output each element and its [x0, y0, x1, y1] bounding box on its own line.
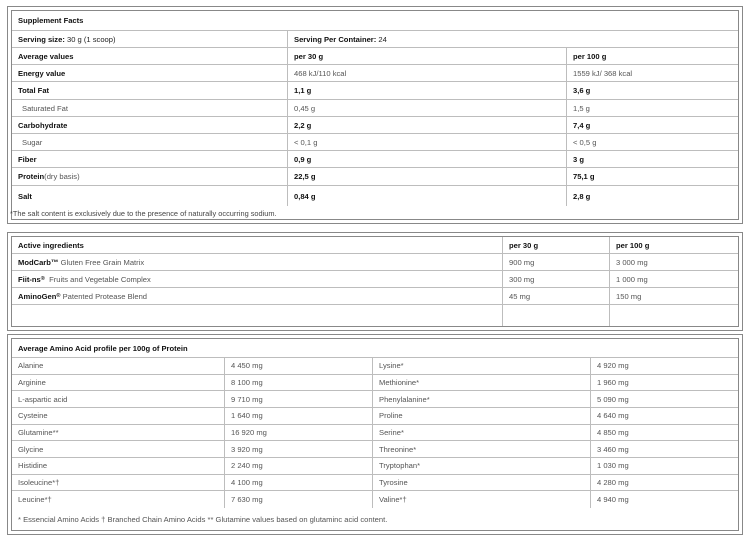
- serving-size-label: Serving size:: [18, 34, 65, 44]
- active-ingredients-table: [11, 236, 739, 327]
- amino-acid-right-value: 4 850 mg: [597, 428, 629, 437]
- nutrient-label: Carbohydrate: [18, 120, 68, 130]
- nutrient-per-100g: 3 g: [573, 154, 584, 164]
- nutrient-row: [12, 100, 738, 117]
- amino-acid-left-value: 3 920 mg: [225, 441, 373, 457]
- nutrient-row: [12, 151, 738, 168]
- amino-acid-left-value: 1 640 mg: [225, 408, 373, 424]
- active-ingredient-mark: ®: [40, 276, 45, 282]
- active-ingredient-desc: Fruits and Vegetable Complex: [44, 274, 151, 284]
- amino-acid-row: [12, 425, 738, 442]
- amino-acid-left-value: 7 630 mg: [225, 491, 373, 508]
- nutrient-row: [12, 168, 738, 186]
- nutrient-per-30g: < 0,1 g: [288, 134, 567, 150]
- supplement-facts-table: [11, 10, 739, 220]
- amino-acid-left-name: Histidine: [12, 458, 225, 474]
- amino-acid-right-name: Proline: [373, 408, 591, 424]
- active-ingredient-empty-row: [12, 305, 738, 326]
- active-ingredient-per-100g: 150 mg: [616, 291, 642, 301]
- nutrient-per-100g: 75,1 g: [573, 172, 595, 181]
- amino-acid-row: [12, 375, 738, 392]
- nutrient-per-100g: 2,8 g: [573, 191, 591, 201]
- amino-acid-title: Average Amino Acid profile per 100g of Protein: [18, 343, 188, 353]
- active-ingredient-per-100g: 1 000 mg: [616, 274, 648, 284]
- amino-acid-right-name: Tryptophan*: [373, 458, 591, 474]
- active-ingredient-row: [12, 254, 738, 271]
- amino-acid-footnote-row: [12, 508, 738, 530]
- nutrient-row: [12, 117, 738, 134]
- servings-label: Serving Per Container:: [294, 34, 377, 44]
- servings-per-container: [288, 31, 738, 47]
- amino-acid-panel: [7, 334, 743, 535]
- amino-acid-right-name: Valine*†: [373, 491, 591, 508]
- nutrient-label: Fiber: [18, 154, 37, 164]
- amino-acid-right-name: Threonine*: [373, 441, 591, 457]
- nutrient-label: Salt: [18, 191, 32, 201]
- supplement-facts-panel: [7, 6, 743, 224]
- amino-acid-row: [12, 391, 738, 408]
- active-ingredient-brand: AminoGen: [18, 291, 57, 301]
- nutrient-per-100g: 1,5 g: [573, 103, 590, 113]
- supplement-facts-title: Supplement Facts: [18, 16, 84, 25]
- nutrient-per-30g: 1,1 g: [288, 82, 567, 99]
- nutrient-row: [12, 65, 738, 82]
- nutrient-name: [12, 134, 288, 150]
- nutrient-label: Total Fat: [18, 86, 50, 95]
- amino-acid-row: [12, 458, 738, 475]
- amino-acid-right-value: 4 940 mg: [597, 495, 629, 505]
- average-values-header: Average values: [12, 48, 288, 64]
- nutrient-per-30g: 0,45 g: [288, 100, 567, 116]
- active-ingredient-per-30g: 45 mg: [503, 288, 610, 304]
- nutrient-label: Protein: [18, 172, 45, 181]
- active-ingredient-desc: Patented Protease Blend: [60, 291, 148, 301]
- amino-acid-right-value: 1 030 mg: [597, 461, 629, 471]
- amino-acid-right-value: 4 640 mg: [597, 411, 629, 421]
- nutrient-per-100g: 7,4 g: [573, 120, 591, 130]
- per-100g-header: per 100 g: [573, 51, 607, 61]
- amino-acid-right-name: Serine*: [373, 425, 591, 441]
- amino-acid-right-value: 3 460 mg: [597, 444, 629, 454]
- nutrient-per-100g: < 0,5 g: [573, 137, 597, 147]
- active-ingredient-desc: Gluten Free Grain Matrix: [58, 257, 145, 267]
- empty-cell: [12, 305, 503, 326]
- active-ingredient-per-30g: 900 mg: [503, 254, 610, 270]
- amino-acid-title-row: [12, 339, 738, 358]
- amino-acid-left-name: Cysteine: [12, 408, 225, 424]
- nutrient-per-30g: 0,84 g: [288, 186, 567, 206]
- amino-acid-table: [11, 338, 739, 531]
- supplement-facts-title-row: [12, 11, 738, 31]
- active-ingredient-row: [12, 288, 738, 305]
- active-ingredient-per-30g: 300 mg: [503, 271, 610, 287]
- amino-acid-row: [12, 358, 738, 375]
- active-ingredient-mark: ®: [56, 293, 61, 299]
- amino-acid-row: [12, 491, 738, 508]
- serving-size: [12, 31, 288, 47]
- active-per-30g-header: per 30 g: [503, 237, 610, 253]
- nutrient-name: [12, 100, 288, 116]
- amino-acid-row: [12, 441, 738, 458]
- amino-acid-right-value: 4 280 mg: [597, 478, 629, 488]
- amino-acid-right-value: 5 090 mg: [597, 394, 629, 404]
- amino-acid-left-name: Arginine: [12, 375, 225, 391]
- amino-acid-left-name: L-aspartic acid: [12, 391, 225, 407]
- active-ingredient-row: [12, 271, 738, 288]
- nutrient-name: [12, 168, 288, 185]
- nutrient-name: [12, 82, 288, 99]
- amino-acid-right-value: 4 920 mg: [597, 361, 629, 371]
- amino-acid-right-value: 1 960 mg: [597, 377, 629, 387]
- nutrient-row: [12, 82, 738, 100]
- nutrient-name: [12, 117, 288, 133]
- nutrient-per-30g: 2,2 g: [288, 117, 567, 133]
- amino-acid-row: [12, 475, 738, 492]
- amino-acid-left-name: Leucine*†: [12, 491, 225, 508]
- servings-value: 24: [378, 34, 387, 44]
- amino-acid-left-name: Glutamine**: [12, 425, 225, 441]
- nutrient-label: Energy value: [18, 68, 66, 78]
- amino-acid-right-name: Tyrosine: [373, 475, 591, 491]
- empty-cell: [503, 305, 610, 326]
- amino-acid-right-name: Lysine*: [373, 358, 591, 374]
- nutrient-name: [12, 65, 288, 81]
- nutrient-label: Saturated Fat: [22, 103, 69, 113]
- amino-acid-left-name: Alanine: [12, 358, 225, 374]
- amino-acid-left-value: 2 240 mg: [225, 458, 373, 474]
- nutrient-per-30g: 22,5 g: [288, 168, 567, 185]
- active-ingredient-per-100g: 3 000 mg: [616, 257, 648, 267]
- nutrient-label: Sugar: [22, 137, 43, 147]
- amino-acid-left-value: 9 710 mg: [225, 391, 373, 407]
- nutrient-per-100g: 1559 kJ/ 368 kcal: [573, 68, 633, 78]
- amino-acid-left-value: 4 450 mg: [225, 358, 373, 374]
- nutrient-per-30g: 468 kJ/110 kcal: [288, 65, 567, 81]
- active-ingredient-name: [12, 254, 503, 270]
- active-ingredient-name: [12, 288, 503, 304]
- active-ingredient-brand: Fiit-ns: [18, 274, 41, 284]
- amino-acid-footnote: * Essencial Amino Acids † Branched Chain Amino Acids ** Glutamine values based on glutaminc acid content.: [18, 514, 388, 524]
- nutrient-extra: (dry basis): [44, 172, 80, 181]
- active-ingredients-panel: [7, 232, 743, 331]
- nutrient-name: [12, 151, 288, 167]
- amino-acid-left-value: 4 100 mg: [225, 475, 373, 491]
- average-values-header-row: [12, 48, 738, 65]
- serving-size-value: 30 g (1 scoop): [66, 34, 116, 44]
- serving-row: [12, 31, 738, 48]
- active-ingredients-header: Active ingredients: [12, 237, 503, 253]
- amino-acid-left-name: Glycine: [12, 441, 225, 457]
- empty-cell: [610, 305, 738, 326]
- active-ingredient-brand: ModCarb™: [18, 257, 59, 267]
- nutrient-per-100g: 3,6 g: [573, 86, 591, 95]
- amino-acid-right-name: Methionine*: [373, 375, 591, 391]
- amino-acid-left-name: Isoleucine*†: [12, 475, 225, 491]
- amino-acid-left-value: 8 100 mg: [225, 375, 373, 391]
- per-30g-header: per 30 g: [288, 48, 567, 64]
- nutrient-row: [12, 186, 738, 206]
- amino-acid-row: [12, 408, 738, 425]
- nutrient-name: [12, 186, 288, 206]
- active-ingredient-name: [12, 271, 503, 287]
- salt-footnote: *The salt content is exclusively due to the presence of naturally occurring sodium.: [10, 209, 277, 218]
- nutrient-per-30g: 0,9 g: [288, 151, 567, 167]
- nutrient-row: [12, 134, 738, 151]
- active-ingredients-header-row: [12, 237, 738, 254]
- active-per-100g-header: per 100 g: [616, 240, 650, 250]
- amino-acid-right-name: Phenylalanine*: [373, 391, 591, 407]
- amino-acid-left-value: 16 920 mg: [225, 425, 373, 441]
